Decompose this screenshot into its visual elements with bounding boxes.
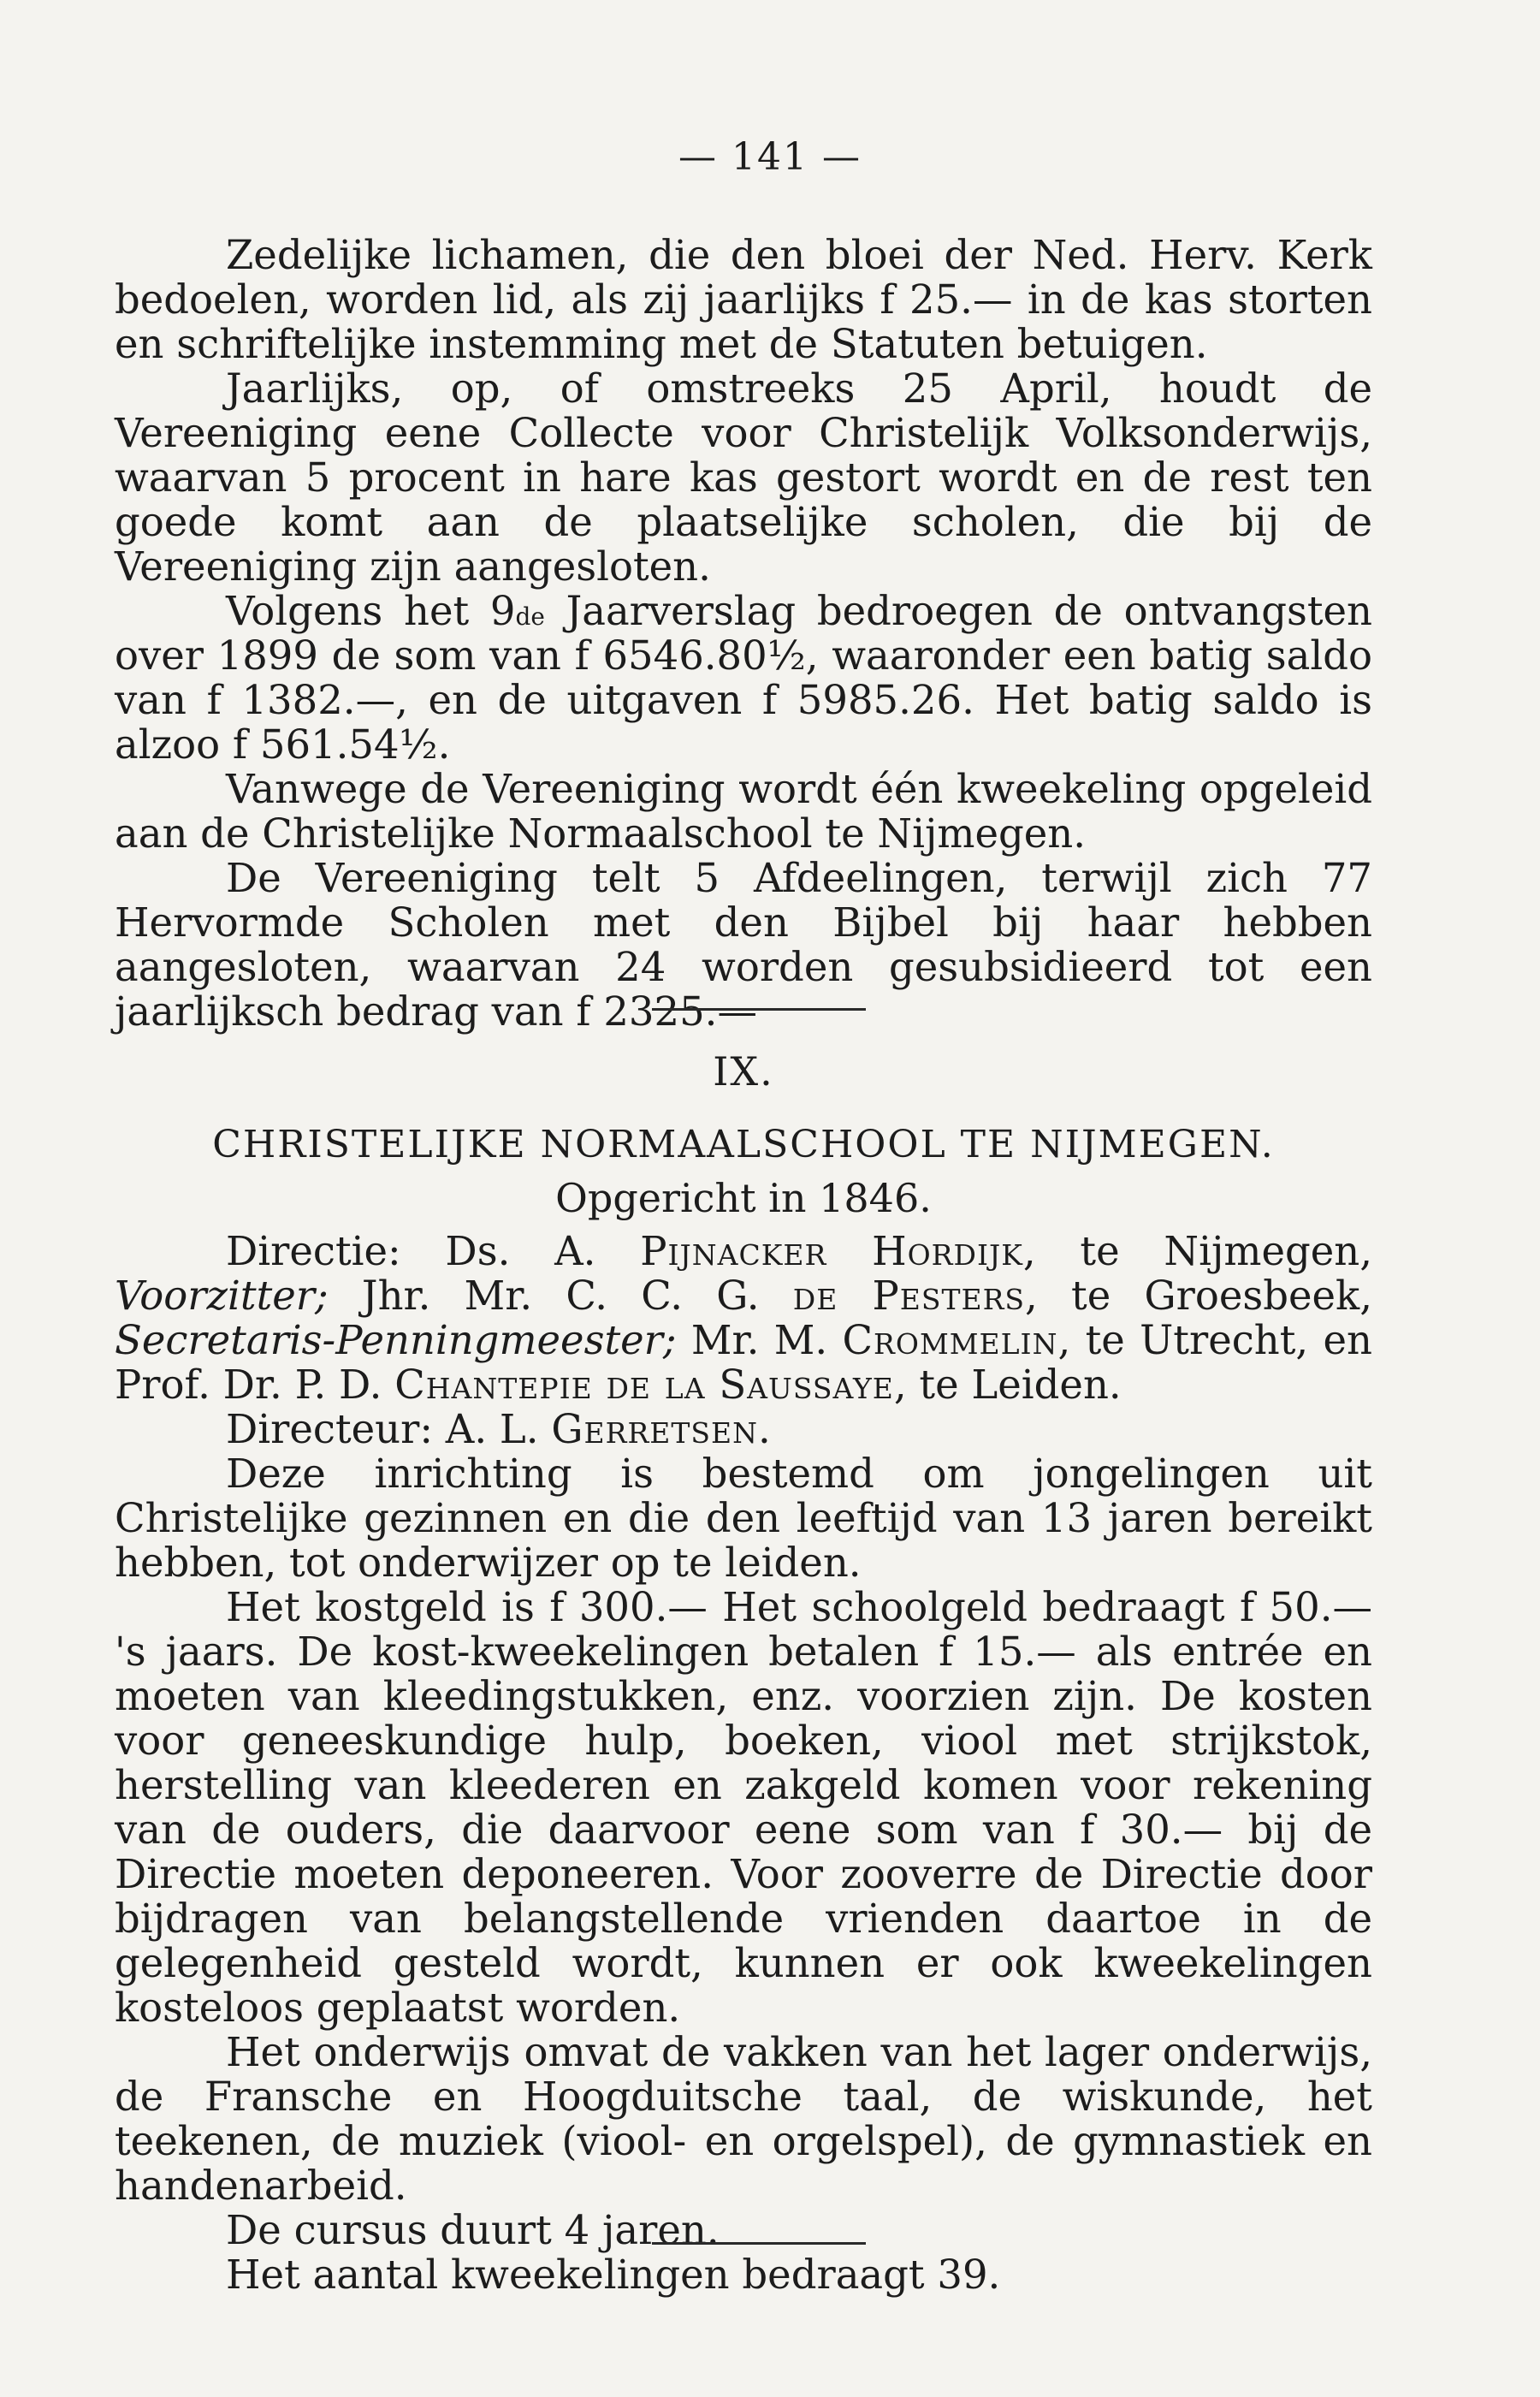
person-name: Crommelin (842, 1317, 1058, 1363)
paragraph-membership: Zedelijke lichamen, die den bloei der Ned. Herv. Kerk bedoelen, worden lid, als zij jaarlijks f 25.— in de kas storten en schriftelijke instemming met de Statuten betuigen. (115, 232, 1372, 367)
person-name: de Pesters (792, 1273, 1026, 1319)
directie-text: , te Nijmegen, (1022, 1228, 1372, 1274)
directie-text: , te Groesbeek, (1025, 1273, 1372, 1319)
paragraph-aantal: Het aantal kweekelingen bedraagt 39. (226, 2252, 1001, 2298)
paragraph-afdeelingen: De Vereeniging telt 5 Afdeelingen, terwijl zich 77 Hervormde Scholen met den Bijbel bij haar hebben aangesloten, waarvan 24 worden gesubsidieerd tot een jaarlijksch bedrag van f 2325.— (115, 855, 1372, 1035)
section-subtitle: Opgericht in 1846. (555, 1175, 932, 1221)
paragraph-directie (115, 1229, 1372, 1407)
paragraph-inrichting: Deze inrichting is bestemd om jongelingen uit Christelijke gezinnen en die den leeftijd van 13 jaren bereikt hebben, tot onderwijzer op te leiden. (115, 1451, 1372, 1586)
section-title: CHRISTELIJKE NORMAALSCHOOL TE NIJMEGEN. (212, 1123, 1275, 1166)
directeur-text: Directeur: A. L. (226, 1406, 552, 1452)
jaarverslag-text-a: Volgens het 9 (226, 588, 516, 634)
section-normaalschool (115, 1049, 1372, 2297)
directie-text: Directie: Ds. A. (226, 1228, 641, 1274)
directie-text: Mr. M. (676, 1317, 843, 1363)
paragraph-collecte: Jaarlijks, op, of omstreeks 25 April, houdt de Vereeniging eene Collecte voor Christelijk Volksonderwijs, waarvan 5 procent in hare kas gestort wordt en de rest ten goede komt aan de plaatselijke scholen, die bij de Vereeniging zijn aangesloten. (115, 365, 1372, 590)
end-divider (652, 2242, 866, 2245)
paragraph-onderwijs: Het onderwijs omvat de vakken van het lager onderwijs, de Fransche en Hoogduitsche taal, de wiskunde, het teekenen, de muziek (viool- en orgelspel), de gymnastiek en handenarbeid. (115, 2029, 1372, 2209)
person-name: Gerretsen (551, 1406, 758, 1452)
paragraph-kweekeling: Vanwege de Vereeniging wordt één kweekeling opgeleid aan de Christelijke Normaalschool te Nijmegen. (115, 766, 1372, 857)
person-name: Pijnacker Hordijk (640, 1228, 1023, 1274)
jaarverslag-text-b: Jaarverslag bedroegen de ontvangsten over 1899 de som van f 6546.80½, waaronder een batig saldo van f 1382.—, en de uitgaven f 5985.26. Het batig saldo is alzoo f 561.54½. (115, 588, 1373, 768)
ordinal-superscript: de (515, 602, 545, 631)
paragraph-cursus: De cursus duurt 4 jaren. (226, 2207, 720, 2253)
section-number: IX. (713, 1048, 774, 1095)
role-title: Secretaris-Penningmeester; (115, 1317, 677, 1363)
paragraph-jaarverslag (115, 589, 1372, 767)
person-name: Chantepie de la Saussaye (394, 1362, 894, 1408)
directie-text: , te Leiden. (893, 1362, 1122, 1408)
paragraph-directeur (115, 1407, 1372, 1451)
page-number: — 141 — (678, 135, 862, 179)
directeur-text: . (757, 1406, 771, 1452)
paragraph-kostgeld: Het kostgeld is f 300.— Het schoolgeld bedraagt f 50.— 's jaars. De kost-kweekelingen betalen f 15.— als entrée en moeten van kleedingstukken, enz. voorzien zijn. De kosten voor geneeskundige hulp, boeken, viool met strijkstok, herstelling van kleederen en zakgeld komen voor rekening van de ouders, die daarvoor eene som van f 30.— bij de Directie moeten deponeeren. Voor zooverre de Directie door bijdragen van belangstellende vrienden daartoe in de gelegenheid gesteld wordt, kunnen er ook kweekelingen kosteloos geplaatst worden. (115, 1584, 1372, 2031)
directie-text: , te Utrecht, en Prof. Dr. P. D. (115, 1317, 1372, 1408)
section-vereeniging (115, 233, 1372, 1034)
directie-text: Jhr. Mr. C. C. G. (328, 1273, 793, 1319)
role-title: Voorzitter; (115, 1273, 329, 1319)
section-divider (652, 1008, 866, 1011)
